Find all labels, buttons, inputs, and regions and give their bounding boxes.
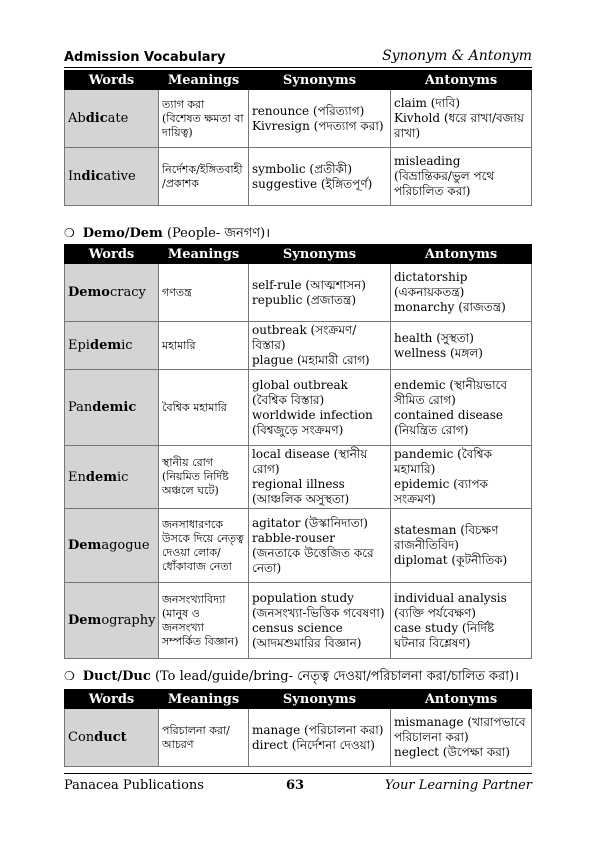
header-divider (64, 67, 532, 68)
synonym-line: (আদমশুমারির বিজ্ঞান) (252, 635, 362, 650)
word-suffix: ic (117, 469, 129, 485)
meaning-cell: জনসংখ্যাবিদ্যা (মানুষ ও জনসংখ্যা সম্পর্কিত বিজ্ঞান) (159, 583, 249, 659)
meaning-cell: ত্যাগ করা (বিশেষত ক্ষমতা বা দায়িত্ব) (159, 90, 249, 148)
antonym-cell (391, 90, 532, 148)
synonym-cell (249, 509, 391, 583)
antonym-cell (391, 322, 532, 370)
word-cell (65, 509, 159, 583)
section-heading-demo (64, 223, 270, 245)
antonym-line: (বিভ্রান্তিকর/ভুল পথে পরিচালিত করা) (394, 169, 495, 198)
antonym-line: health (সুস্থতা) (394, 330, 474, 345)
synonym-line: regional illness (252, 477, 345, 491)
column-header: Words (65, 71, 159, 90)
antonym-cell (391, 370, 532, 446)
synonym-line: (আঞ্চলিক অসুস্থতা) (252, 492, 350, 506)
antonym-line: wellness (মঙ্গল) (394, 345, 483, 360)
meaning-cell: মহামারি (159, 322, 249, 370)
section-meaning: (People- জনগণ)। (166, 226, 271, 241)
antonym-line: pandemic (বৈশ্বিক মহামারি) (394, 447, 492, 476)
antonym-line: (একনায়কতন্ত্র) (394, 285, 465, 299)
table-row (65, 90, 532, 148)
column-header: Words (65, 245, 159, 264)
meaning-cell: পরিচালনা করা/আচরণ (159, 709, 249, 767)
column-header: Words (65, 690, 159, 709)
synonym-line: (জনসংখ্যা-ভিত্তিক গবেষণা) (252, 605, 385, 620)
word-root: Dem (68, 538, 102, 553)
column-header: Antonyms (391, 690, 532, 709)
synonym-cell (249, 446, 391, 509)
antonym-line: (ব্যক্তি পর্যবেক্ষণ) (394, 605, 476, 620)
word-cell (65, 709, 159, 767)
meaning-cell: স্থানীয় রোগ (নিয়মিত নির্দিষ্ট অঞ্চলে ঘটে) (159, 446, 249, 509)
antonym-cell (391, 583, 532, 659)
table-row (65, 583, 532, 659)
word-prefix: Ab (68, 111, 86, 126)
synonym-cell (249, 264, 391, 322)
word-suffix: agogue (101, 538, 150, 553)
synonym-cell (249, 90, 391, 148)
antonym-line: monarchy (রাজতন্ত্র) (394, 300, 506, 314)
word-root: Demo (68, 285, 110, 300)
column-header: Synonyms (249, 245, 391, 264)
table-row (65, 446, 532, 509)
synonym-line: local disease (স্থানীয় রোগ) (252, 447, 368, 476)
antonym-line: statesman (বিচক্ষণ রাজনীতিবিদ) (394, 523, 499, 552)
synonym-line: direct (নির্দেশনা দেওয়া) (252, 737, 375, 752)
table-row (65, 148, 532, 206)
synonym-line: symbolic (প্রতীকী) (252, 161, 353, 176)
word-root: demic (92, 400, 137, 415)
synonym-line: agitator (উস্কানিদাতা) (252, 515, 368, 530)
meaning-cell: বৈশ্বিক মহামারি (159, 370, 249, 446)
word-cell (65, 583, 159, 659)
synonym-line: population study (252, 590, 354, 605)
antonym-line: (নিয়ন্ত্রিত রোগ) (394, 422, 469, 437)
synonym-line: census science (252, 620, 343, 635)
footer-publisher: Panacea Publications (64, 778, 204, 793)
word-root: duct (94, 730, 127, 745)
synonym-line: plague (মহামারী রোগ) (252, 353, 370, 367)
word-cell (65, 148, 159, 206)
antonym-cell (391, 148, 532, 206)
word-root: dic (85, 111, 108, 126)
antonym-line: claim (দাবি) (394, 96, 461, 110)
word-cell (65, 322, 159, 370)
column-header: Antonyms (391, 71, 532, 90)
antonym-cell (391, 446, 532, 509)
synonym-line: worldwide infection (252, 407, 373, 422)
antonym-line: misleading (394, 154, 461, 168)
table-row (65, 264, 532, 322)
word-root: dem (85, 469, 117, 485)
word-suffix: ic (121, 338, 133, 353)
meaning-cell: জনসাধারণকে উসকে দিয়ে নেতৃত্ব দেওয়া লোক/ ধোঁকাবাজ নেতা (159, 509, 249, 583)
word-root: Dem (68, 613, 102, 628)
column-header: Meanings (159, 245, 249, 264)
word-prefix: In (68, 169, 82, 184)
vocab-table-2 (64, 244, 532, 659)
column-header: Synonyms (249, 690, 391, 709)
word-cell (65, 264, 159, 322)
synonym-cell (249, 148, 391, 206)
synonym-line: (বৈশ্বিক বিস্তার) (252, 392, 325, 407)
synonym-cell (249, 322, 391, 370)
meaning-cell: গণতন্ত্র (159, 264, 249, 322)
word-cell (65, 370, 159, 446)
synonym-line: self-rule (আত্মশাসন) (252, 277, 366, 292)
word-cell (65, 446, 159, 509)
column-header: Meanings (159, 690, 249, 709)
table-row (65, 509, 532, 583)
table-row (65, 709, 532, 767)
synonym-line: (বিশ্বজুড়ে সংক্রমণ) (252, 422, 344, 437)
antonym-line: neglect (উপেক্ষা করা) (394, 745, 510, 759)
section-heading-duct (64, 666, 519, 688)
word-prefix: Epi (68, 338, 90, 353)
word-suffix: ography (101, 613, 156, 628)
antonym-line: epidemic (ব্যাপক সংক্রমণ) (394, 477, 489, 506)
antonym-line: case study (নির্দিষ্ট ঘটনার বিশ্লেষণ) (394, 620, 495, 650)
synonym-line: suggestive (ইঙ্গিতপূর্ণ) (252, 176, 373, 191)
word-prefix: Pan (68, 400, 93, 415)
word-root: dic (81, 169, 104, 184)
antonym-cell (391, 509, 532, 583)
synonym-line: global outbreak (252, 377, 348, 392)
word-suffix: cracy (109, 285, 146, 300)
synonym-line: manage (পরিচালনা করা) (252, 722, 384, 737)
word-suffix: ate (107, 111, 129, 126)
vocab-table-3 (64, 689, 532, 767)
header-subtitle: Synonym & Antonym (382, 48, 532, 64)
antonym-line: contained disease (394, 407, 504, 422)
antonym-line: individual analysis (394, 590, 507, 605)
synonym-cell (249, 583, 391, 659)
header-row (65, 245, 532, 264)
synonym-cell (249, 370, 391, 446)
vocab-table-1 (64, 70, 532, 206)
section-meaning: (To lead/guide/bring- নেতৃত্ব দেওয়া/পরিচালনা করা/চালিত করা)। (154, 669, 520, 684)
synonym-line: Kivresign (পদত্যাগ করা) (252, 118, 384, 133)
footer-tagline: Your Learning Partner (384, 778, 532, 793)
synonym-cell (249, 709, 391, 767)
word-cell (65, 90, 159, 148)
table-row (65, 322, 532, 370)
word-suffix: ative (103, 169, 136, 184)
synonym-line: outbreak (সংক্রমণ/বিস্তার) (252, 323, 357, 352)
word-root: dem (89, 338, 122, 353)
synonym-line: renounce (পরিত্যাগ) (252, 103, 365, 118)
header-row (65, 71, 532, 90)
word-prefix: Con (68, 730, 95, 745)
section-root: Duct/Duc (82, 669, 151, 684)
page-footer (64, 778, 532, 798)
meaning-cell: নির্দেশক/ইঙ্গিতবাহী /প্রকাশক (159, 148, 249, 206)
table-row (65, 370, 532, 446)
synonym-line: rabble-rouser (জনতাকে উত্তেজিত করে নেতা) (252, 530, 374, 575)
antonym-line: mismanage (খারাপভাবে পরিচালনা করা) (394, 715, 526, 744)
footer-divider (64, 773, 532, 774)
header-title: Admission Vocabulary (64, 50, 226, 65)
column-header: Synonyms (249, 71, 391, 90)
word-prefix: En (68, 469, 86, 485)
bullet-icon: ❍ (64, 226, 75, 240)
section-root: Demo/Dem (82, 226, 163, 241)
page-number: 63 (286, 778, 305, 793)
antonym-line: diplomat (কূটনীতিক) (394, 553, 508, 567)
synonym-line: republic (প্রজাতন্ত্র) (252, 292, 357, 307)
antonym-line: endemic (স্থানীয়ভাবে সীমিত রোগ) (394, 377, 508, 407)
antonym-line: Kivhold (ধরে রাখা/বজায় রাখা) (394, 111, 524, 140)
column-header: Antonyms (391, 245, 532, 264)
header-row (65, 690, 532, 709)
antonym-cell (391, 709, 532, 767)
antonym-line: dictatorship (394, 270, 468, 284)
bullet-icon: ❍ (64, 669, 75, 683)
antonym-cell (391, 264, 532, 322)
column-header: Meanings (159, 71, 249, 90)
